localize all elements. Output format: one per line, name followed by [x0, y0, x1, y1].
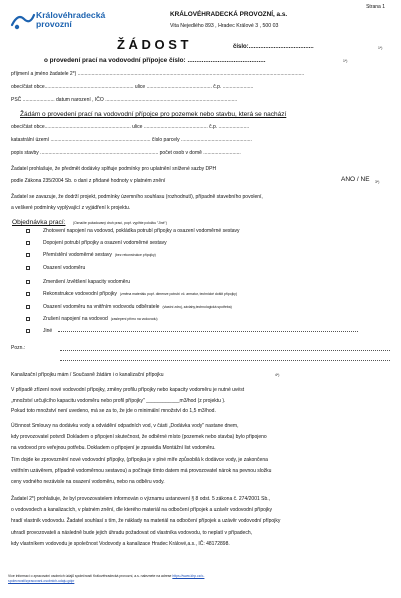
order-note: (bez rekonstrukce přípojky)	[114, 253, 156, 257]
note-label: Pozn.:	[11, 345, 26, 351]
applicant-address-field[interactable]: obec/část obce................................................................ ulice ............................................... č.p. ......................	[11, 84, 254, 90]
company-address: Vita Nejedlého 893 , Hradec Králové 3 , 500 03	[170, 23, 279, 29]
company-name: KRÁLOVÉHRADECKÁ PROVOZNÍ, a.s.	[170, 11, 288, 18]
order-label: Přemístění vodoměrné sestavy	[43, 252, 112, 258]
order-checkbox[interactable]	[26, 266, 30, 270]
effectiveness-paragraph-line: na vodovod pro veřejnou potřebu. Dokladem o připojení je zpravidla Montážní list vodoměru.	[11, 445, 216, 452]
other-work-line[interactable]	[58, 331, 358, 332]
canal-question[interactable]: Kanalizační přípojku mám / Současně žádám i o kanalizační přípojku	[11, 372, 164, 378]
commitment-line-2: a veškeré podmínky vyplývající z vyjádření k projektu.	[11, 205, 131, 211]
order-label: Zrušení napojení na vodovod	[43, 316, 108, 322]
effectiveness-paragraph-line: Účinnost Smlouvy na dodávku vody a odvádění odpadních vod, v části „Dodávka vody" nastane dnem,	[11, 423, 239, 429]
order-checkbox[interactable]	[26, 229, 30, 233]
order-item[interactable]	[26, 291, 237, 297]
subtitle-note: 1*)	[343, 59, 348, 63]
order-checkbox[interactable]	[26, 305, 30, 309]
order-label: Zmenšení /zvětšení kapacity vodoměru	[43, 279, 130, 285]
canal-note: 4*)	[275, 373, 280, 377]
order-item[interactable]	[26, 304, 232, 310]
applicant-psc-birth-field[interactable]: PSČ ....................... datum narození , IČO ...............................................................................................	[11, 97, 238, 103]
declaration-paragraph-line: uhradí provozovateli a následně bude jejich úhradu požadovat od vlastníka vodovodu, to neplatí v případech,	[11, 529, 252, 536]
capacity-paragraph-line: V případě zřízení nové vodovodní přípojky, změny profilu přípojky nebo kapacity vodoměru je nutné uvést	[11, 387, 245, 393]
declaration-paragraph-line: kdy vlastníkem vodovodu je společnost Vodovody a kanalizace Hradec Králové,a.s., IČ: 48172898.	[11, 540, 230, 547]
order-checkbox[interactable]	[26, 253, 30, 257]
gdpr-link-continued[interactable]: spolecnosti/zpracovani-osobnich-udaju-gdpr	[8, 579, 75, 583]
note-line-2[interactable]	[60, 360, 390, 361]
document-subtitle: o provedení prací na vodovodní přípojce číslo: ............................................	[44, 57, 266, 64]
declaration-paragraph-line: Žadatel 2*) prohlašuje, že byl provozovatelem informován o významu ustanovení § 8 odst. 5 zákona č. 274/2001 Sb.,	[11, 496, 271, 502]
order-item[interactable]	[26, 328, 358, 334]
logo-line-2: provozní	[36, 19, 72, 29]
order-label: Osazení vodoměru	[43, 265, 86, 271]
order-item[interactable]	[26, 240, 167, 246]
property-cadastre-field[interactable]: katastrální území ........................................................................ číslo parcely ...................................................	[11, 137, 252, 143]
request-number-note: 1*)	[378, 46, 383, 50]
order-checkbox[interactable]	[26, 317, 30, 321]
order-checkbox[interactable]	[26, 241, 30, 245]
capacity-paragraph-line: „množství určujícího kapacitu vodoměru nebo profil přípojky" ____________m3/hod (z projektu ).	[11, 397, 226, 404]
dph-declaration-line-2: podle Zákona 235/2004 Sb. o dani z přidané hodnoty v platném znění	[11, 178, 166, 184]
footer-line-1	[8, 574, 204, 578]
declaration-paragraph-line: o vodovodech a kanalizacích, v platném znění, dle kterého materiál na odbočení přípojek a uzávěr vodovodní přípojky	[11, 507, 272, 514]
footer-text: Více informací o zpracování osobních údajů společností Královéhradecká provozní, a.s. naleznete na adrese	[8, 574, 173, 578]
order-item[interactable]	[26, 265, 85, 271]
order-item[interactable]	[26, 316, 158, 322]
effectiveness-paragraph-line: ceny vodného nezávisle na osazení vodoměru, nebo na odběru vody.	[11, 479, 165, 485]
page-number: Strana 1	[366, 4, 385, 10]
applicant-name-field[interactable]: příjmení a jméno žadatele 2*) ...................................................................................................................................................................	[11, 71, 305, 77]
effectiveness-paragraph-line: vnitřním uzávěrem, případně vodoměrnou sestavou) a počínaje tímto datem má provozovatel nárok na pevnou složku	[11, 467, 272, 474]
order-item[interactable]	[26, 279, 130, 285]
ano-ne-note: 3*)	[375, 180, 380, 184]
document-title: Ž Á D O S T	[117, 37, 189, 52]
order-checkbox[interactable]	[26, 329, 30, 333]
order-item[interactable]	[26, 228, 240, 234]
order-label: Rekonstrukce vodovodní přípojky	[43, 291, 117, 297]
company-logo-icon	[10, 11, 36, 31]
order-note: (změna materiálu popř. dimenze potrubí vč. armatur, technické doštit přípojky)	[119, 292, 237, 296]
order-checkbox[interactable]	[26, 280, 30, 284]
commitment-line-1: Žadatel se zavazuje, že dodrží projekt, podmínky územního souhlasu (rozhodnutí), případně stavebního povolení,	[11, 194, 263, 200]
effectiveness-paragraph-line: kdy provozovatel potvrdí Dokladem o připojení skutečnost, že odběrné místo (pozemek nebo stavba) bylo připojeno	[11, 434, 267, 441]
order-checkbox[interactable]	[26, 292, 30, 296]
order-note: (zaslepení přímo na vodovodu)	[110, 317, 158, 321]
property-description-field[interactable]: popis stavby ..................................................................................... počet osob v domě ...........................	[11, 150, 241, 156]
ano-ne-choice[interactable]: ANO / NE	[341, 176, 370, 183]
capacity-paragraph-line: Pokud toto množství není uvedeno, má se za to, že jde o minimální množství do 1,5 m3/hod.	[11, 408, 216, 414]
order-label: Jiné	[43, 328, 53, 334]
gdpr-link[interactable]: https://www.khp.cz/o-	[172, 574, 205, 578]
order-note: (vlastní zdroj, závlahy,technologická spotřeba)	[162, 305, 232, 309]
effectiveness-paragraph-line: Tím dojde ke zprovoznění nové vodovodní přípojky, (přípojka je v plné míře způsobilá k dodávce vody, je zakončena	[11, 456, 268, 463]
logo-line-1: Královéhradecká	[36, 10, 106, 20]
orders-hint: (Označte požadovaný druh prací, popř. vyplňte položku "Jiné")	[73, 221, 167, 225]
request-number-label: číslo:.......................................	[233, 44, 314, 50]
order-item[interactable]	[26, 252, 156, 258]
property-section-title: Žádám o provedení prací na vodovodní přípojce pro pozemek nebo stavbu, která se nachází	[20, 111, 287, 118]
dph-declaration-line-1: Žadatel prohlašuje, že předmět dodávky splňuje podmínky pro uplatnění snížené sazby DPH	[11, 166, 217, 172]
orders-heading: Objednávka prací:	[12, 219, 66, 226]
declaration-paragraph-line: hradí vlastník vodovodu. Žadatel souhlasí s tím, že náklady na materiál na odbočení přípojek a uzávěr vodovodní přípojky	[11, 518, 281, 525]
order-label: Zhotovení napojení na vodovod, pokládka potrubí přípojky a osazení vodoměrné sestavy	[43, 228, 240, 234]
order-label: Dopojení potrubí přípojky a osazení vodoměrné sestavy	[43, 240, 167, 246]
note-line-1[interactable]	[60, 350, 390, 351]
property-address-field[interactable]: obec/část obce.............................................................. ulice .............................................. č.p. ......................	[11, 124, 250, 130]
order-label: Osazení vodoměru na vnitřním vodovodu odběratele	[43, 304, 160, 310]
